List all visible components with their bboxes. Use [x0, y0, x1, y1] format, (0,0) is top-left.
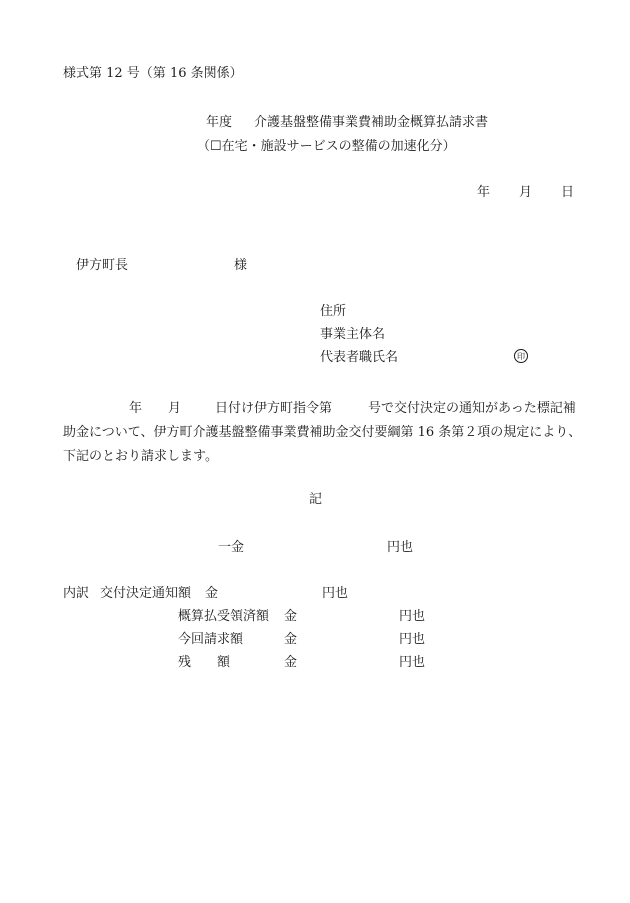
date-month: 月 [519, 185, 533, 200]
amount-prefix: 一金 [218, 540, 245, 555]
breakdown-row-label: 残 額 [178, 655, 231, 670]
body-year: 年 [129, 401, 143, 416]
title-fiscal-year: 年度 [206, 115, 233, 130]
breakdown-row-yen: 円也 [322, 586, 349, 601]
breakdown-row-kin: 金 [284, 632, 298, 647]
breakdown-label: 内訳 [63, 586, 90, 601]
addressee-name: 伊方町長 [76, 258, 129, 273]
seal-mark: 印 [514, 349, 528, 363]
document-title [206, 115, 488, 131]
breakdown-row-yen: 円也 [399, 609, 426, 624]
body-month: 月 [168, 401, 182, 416]
ki-heading: 記 [309, 492, 323, 507]
date-day: 日 [561, 185, 575, 200]
breakdown-row-yen: 円也 [399, 655, 426, 670]
breakdown-row-label: 概算払受領済額 [178, 609, 270, 624]
body-line-1 [63, 397, 583, 421]
addressee [76, 258, 247, 274]
breakdown-row-label: 交付決定通知額 [100, 586, 192, 601]
date-line [477, 185, 574, 201]
breakdown-row-label: 今回請求額 [178, 632, 244, 647]
body-date-ref: 日付け伊方町指令第 [215, 401, 333, 416]
amount-suffix: 円也 [387, 540, 414, 555]
addressee-honorific: 様 [234, 258, 248, 273]
breakdown-row-kin: 金 [205, 586, 219, 601]
breakdown-row-kin: 金 [284, 655, 298, 670]
applicant-address-label: 住所 [320, 304, 347, 319]
breakdown-row-kin: 金 [284, 609, 298, 624]
body-line-3: 下記のとおり請求します。 [63, 449, 218, 464]
body-line-2: 助金について、伊方町介護基盤整備事業費補助金交付要綱第 16 条第２項の規定により、 [63, 425, 582, 440]
breakdown-row-yen: 円也 [399, 632, 426, 647]
date-year: 年 [477, 185, 491, 200]
body-number-ref: 号で交付決定の通知があった標記補 [368, 401, 576, 416]
request-body [63, 397, 583, 469]
document-subtitle: （☐在宅・施設サービスの整備の加速化分） [197, 139, 456, 154]
applicant-representative-label: 代表者職氏名 [320, 350, 399, 365]
applicant-entity-label: 事業主体名 [320, 327, 386, 342]
title-main: 介護基盤整備事業費補助金概算払請求書 [254, 115, 489, 130]
form-number: 様式第 12 号（第 16 条関係） [63, 66, 243, 81]
